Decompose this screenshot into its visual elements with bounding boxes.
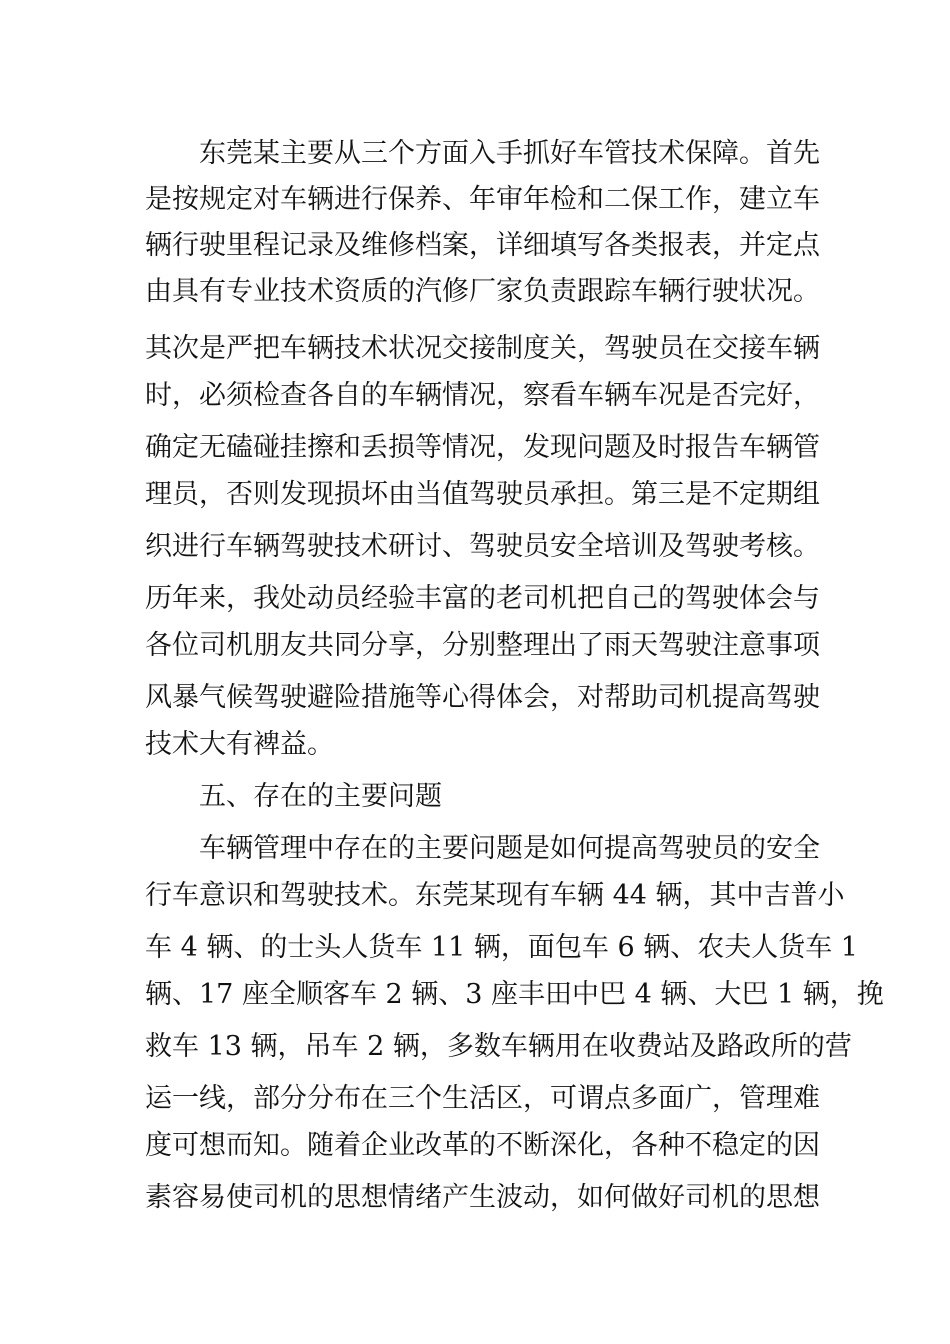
paragraph-1-line-4: 由具有专业技术资质的汽修厂家负责跟踪车辆行驶状况。 xyxy=(145,276,820,307)
paragraph-1-line-8: 理员，否则发现损坏由当值驾驶员承担。第三是不定期组 xyxy=(145,479,820,510)
paragraph-2-line-7: 度可想而知。随着企业改革的不断深化，各种不稳定的因 xyxy=(145,1130,820,1161)
paragraph-1-line-11: 各位司机朋友共同分享，分别整理出了雨天驾驶注意事项 xyxy=(145,630,820,661)
paragraph-1-line-10: 历年来，我处动员经验丰富的老司机把自己的驾驶体会与 xyxy=(145,583,820,614)
paragraph-1-line-1: 东莞某主要从三个方面入手抓好车管技术保障。首先 xyxy=(199,138,820,169)
paragraph-2-line-8: 素容易使司机的思想情绪产生波动，如何做好司机的思想 xyxy=(145,1182,820,1213)
paragraph-2-line-6: 运一线，部分分布在三个生活区，可谓点多面广，管理难 xyxy=(145,1083,820,1114)
paragraph-1-line-3: 辆行驶里程记录及维修档案，详细填写各类报表，并定点 xyxy=(145,230,820,261)
paragraph-1-line-7: 确定无磕碰挂擦和丢损等情况，发现问题及时报告车辆管 xyxy=(145,432,820,463)
paragraph-1-line-5: 其次是严把车辆技术状况交接制度关，驾驶员在交接车辆 xyxy=(145,333,820,364)
paragraph-1-line-9: 织进行车辆驾驶技术研讨、驾驶员安全培训及驾驶考核。 xyxy=(145,531,820,562)
paragraph-2-line-2: 行车意识和驾驶技术。东莞某现有车辆 44 辆，其中吉普小 xyxy=(145,880,845,911)
section-heading: 五、存在的主要问题 xyxy=(199,781,442,812)
paragraph-2-line-3: 车 4 辆、的士头人货车 11 辆，面包车 6 辆、农夫人货车 1 xyxy=(145,932,858,963)
paragraph-2-line-5: 救车 13 辆，吊车 2 辆，多数车辆用在收费站及路政所的营 xyxy=(145,1031,852,1062)
paragraph-1-line-12: 风暴气候驾驶避险措施等心得体会，对帮助司机提高驾驶 xyxy=(145,682,820,713)
paragraph-1-line-13: 技术大有裨益。 xyxy=(145,729,334,760)
paragraph-2-line-4: 辆、17 座全顺客车 2 辆、3 座丰田中巴 4 辆、大巴 1 辆，挽 xyxy=(145,979,884,1010)
paragraph-1-line-6: 时，必须检查各自的车辆情况，察看车辆车况是否完好， xyxy=(145,380,820,411)
paragraph-1-line-2: 是按规定对车辆进行保养、年审年检和二保工作，建立车 xyxy=(145,184,820,215)
paragraph-2-line-1: 车辆管理中存在的主要问题是如何提高驾驶员的安全 xyxy=(199,833,820,864)
